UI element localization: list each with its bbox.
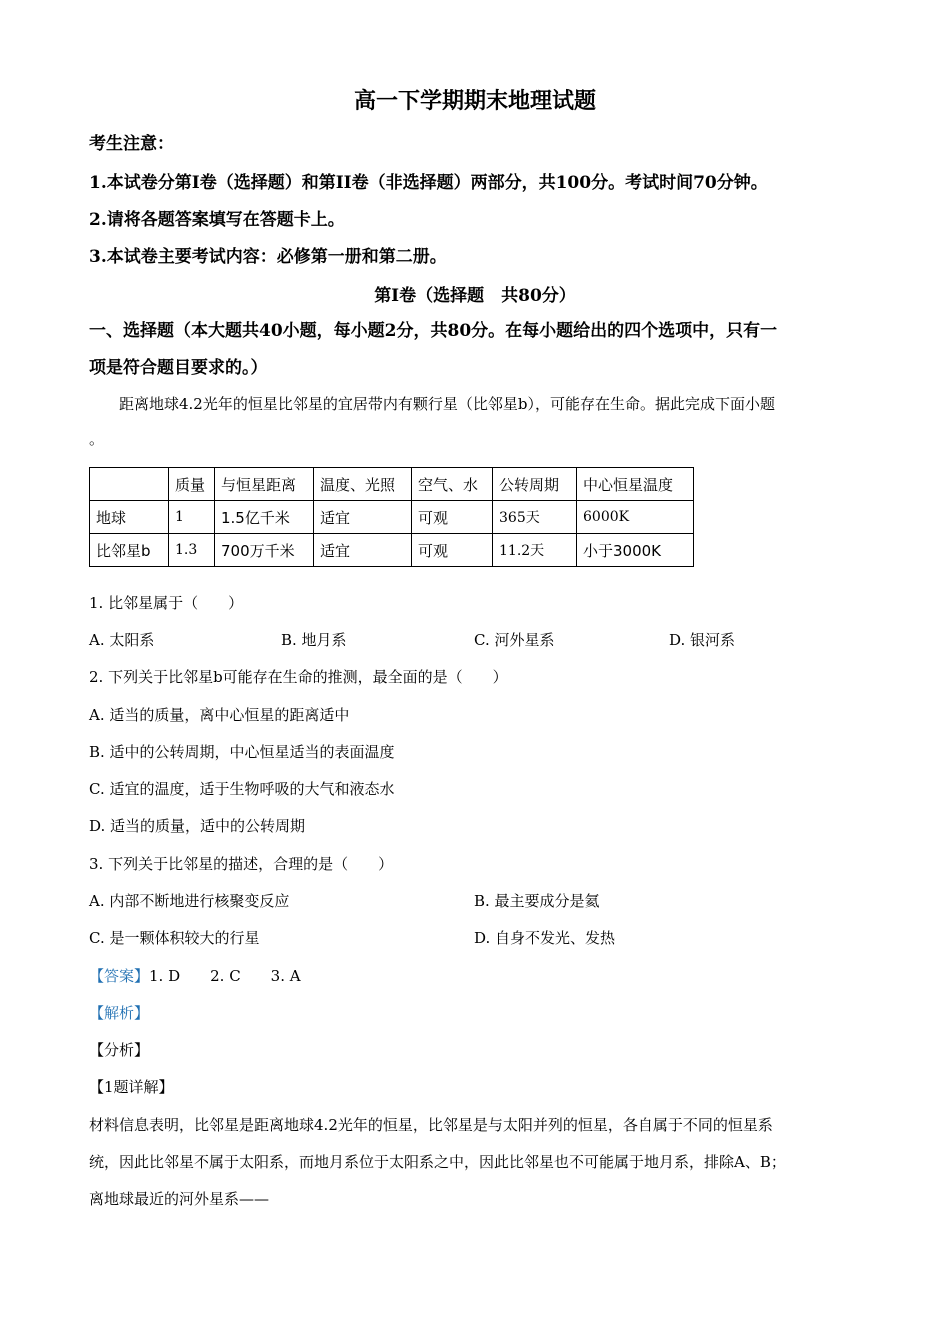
question-3-option-d: D. 自身不发光、发热 (474, 929, 616, 947)
detail-text-line1: 材料信息表明，比邻星是距离地球4.2光年的恒星，比邻星是与太阳并列的恒星，各自属于不同的恒星系 (89, 1116, 773, 1134)
table-cell: 1.3 (169, 534, 215, 567)
question-1-option-c: C. 河外星系 (474, 631, 555, 649)
notice-item-2: 2.请将各题答案填写在答题卡上。 (89, 210, 345, 230)
table-cell: 小于3000K (577, 534, 694, 567)
notice-item-3: 3.本试卷主要考试内容：必修第一册和第二册。 (89, 247, 447, 267)
notice-item-1: 1.本试卷分第I卷（选择题）和第II卷（非选择题）两部分，共100分。考试时间70分钟。 (89, 173, 768, 193)
table-cell: 11.2天 (493, 534, 577, 567)
table-header-cell: 中心恒星温度 (577, 468, 694, 501)
part-heading-line1: 一、选择题（本大题共40小题，每小题2分，共80分。在每小题给出的四个选项中，只有一 (89, 321, 778, 341)
question-3-option-a: A. 内部不断地进行核聚变反应 (89, 892, 290, 910)
table-header-cell: 空气、水 (412, 468, 493, 501)
table-header-row (90, 468, 694, 501)
answer-label: 【答案】 (89, 967, 150, 985)
planet-comparison-table (89, 467, 694, 567)
question-1-option-d: D. 银河系 (669, 631, 736, 649)
page-title: 高一下学期期末地理试题 (353, 88, 596, 114)
table-header-cell: 与恒星距离 (215, 468, 314, 501)
table-cell: 6000K (577, 501, 694, 534)
detail-text-line2: 统，因此比邻星不属于太阳系，而地月系位于太阳系之中，因此比邻星也不可能属于地月系，排除A、B； (89, 1153, 786, 1171)
table-header-cell: 质量 (169, 468, 215, 501)
table-cell: 可观 (412, 501, 493, 534)
table-cell: 1 (169, 501, 215, 534)
detail-text-line3: 离地球最近的河外星系—— (89, 1190, 270, 1208)
question-1-stem: 1. 比邻星属于（ ） (89, 594, 244, 612)
question-3-option-c: C. 是一颗体积较大的行星 (89, 929, 260, 947)
table-cell: 适宜 (314, 534, 412, 567)
table-cell: 365天 (493, 501, 577, 534)
table-header-cell: 公转周期 (493, 468, 577, 501)
question-2-option-c: C. 适宜的温度，适于生物呼吸的大气和液态水 (89, 780, 395, 798)
analysis-label: 【解析】 (89, 1004, 150, 1022)
table-cell: 1.5亿千米 (215, 501, 314, 534)
question-1-option-b: B. 地月系 (281, 631, 347, 649)
question-2-option-a: A. 适当的质量，离中心恒星的距离适中 (89, 706, 350, 724)
question-2-stem: 2. 下列关于比邻星b可能存在生命的推测，最全面的是（ ） (89, 668, 508, 686)
table-cell: 可观 (412, 534, 493, 567)
part-heading-line2: 项是符合题目要求的。） (89, 358, 268, 378)
answer-text: 1. D 2. C 3. A (149, 967, 301, 985)
notice-heading: 考生注意： (89, 134, 174, 154)
detail-label: 【1题详解】 (89, 1078, 174, 1096)
table-header-cell (90, 468, 169, 501)
intro-line2: 。 (89, 430, 105, 448)
section-title: 第I卷（选择题 共80分） (374, 286, 576, 306)
question-2-option-d: D. 适当的质量，适中的公转周期 (89, 817, 306, 835)
intro-line1: 距离地球4.2光年的恒星比邻星的宜居带内有颗行星（比邻星b），可能存在生命。据此完成下面小题 (119, 395, 775, 413)
table-row (90, 501, 694, 534)
table-cell: 适宜 (314, 501, 412, 534)
table-cell: 地球 (90, 501, 169, 534)
fenxi-label: 【分析】 (89, 1041, 150, 1059)
table-cell: 比邻星b (90, 534, 169, 567)
question-1-option-a: A. 太阳系 (89, 631, 155, 649)
table-row (90, 534, 694, 567)
question-2-option-b: B. 适中的公转周期，中心恒星适当的表面温度 (89, 743, 395, 761)
table-header-cell: 温度、光照 (314, 468, 412, 501)
table-cell: 700万千米 (215, 534, 314, 567)
question-3-stem: 3. 下列关于比邻星的描述，合理的是（ ） (89, 855, 394, 873)
answer-line (89, 965, 301, 986)
question-3-option-b: B. 最主要成分是氦 (474, 892, 600, 910)
